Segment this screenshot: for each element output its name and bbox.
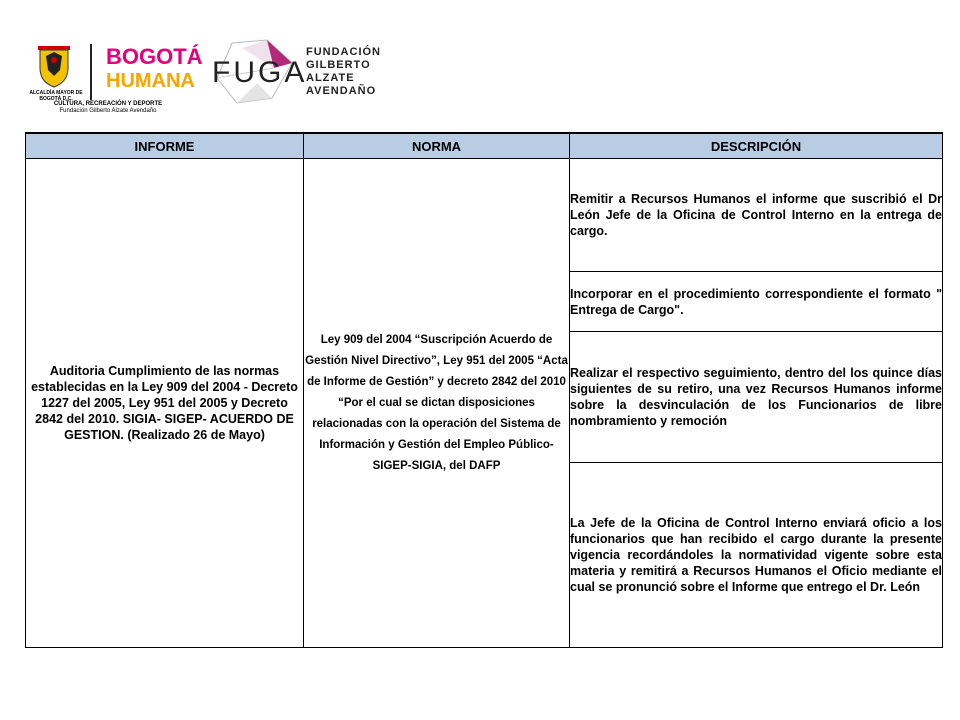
header-norma: NORMA <box>304 133 570 159</box>
humana-word: HUMANA <box>106 70 195 92</box>
fuga-name <box>306 46 381 98</box>
descripcion-cell: Incorporar en el procedimiento correspondiente el formato " Entrega de Cargo". <box>570 272 943 332</box>
bogota-word: BOGOTÁ <box>106 44 203 69</box>
logo-divider <box>90 44 92 100</box>
descripcion-cell: Realizar el respectivo seguimiento, dentro del los quince días siguientes de su retiro, una vez Recursos Humanos informe sobre la desvinculación de los Funcionarios de libre nombramiento y remoción <box>570 332 943 463</box>
fuga-name-line: ALZATE <box>306 72 355 84</box>
bogota-subtitle <box>28 101 188 115</box>
crest-label: ALCALDÍA MAYOR DE BOGOTÁ D.C. <box>29 90 83 102</box>
fuga-name-line: AVENDAÑO <box>306 85 377 97</box>
descripcion-cell: La Jefe de la Oficina de Control Interno enviará oficio a los funcionarios que han recibido el cargo durante la presente vigencia recordándoles la normatividad vigente sobre esta materia y remitirá a Recursos Humanos el Oficio mediante el cual se pronunció sobre el Informe que entrego el Dr. León <box>570 463 943 648</box>
header-informe: INFORME <box>26 133 304 159</box>
fuga-logo <box>212 38 412 110</box>
norma-cell: Ley 909 del 2004 “Suscripción Acuerdo de Gestión Nivel Directivo”, Ley 951 del 2005 “Acta de Informe de Gestión” y decreto 2842 del 2010 “Por el cual se dictan disposiciones relacionadas con la operación del Sistema de Información y Gestión del Empleo Público-SIGEP-SIGIA, del DAFP <box>304 159 570 648</box>
bogota-subtitle-line2: Fundación Gilberto Alzate Avendaño <box>59 108 157 114</box>
table-header-row <box>26 133 943 159</box>
bogota-humana-logo <box>28 40 203 120</box>
header-logos <box>0 0 960 130</box>
descripcion-cell: Remitir a Recursos Humanos el informe que suscribió el Dr León Jefe de la Oficina de Control Interno en la entrega de cargo. <box>570 159 943 272</box>
informe-cell: Auditoria Cumplimiento de las normas establecidas en la Ley 909 del 2004 - Decreto 1227 del 2005, Ley 951 del 2005 y Decreto 2842 del 2010. SIGIA- SIGEP- ACUERDO DE GESTION. (Realizado 26 de Mayo) <box>26 159 304 648</box>
table-row <box>26 159 943 272</box>
fuga-word: FUGA <box>212 56 308 89</box>
header-descripcion: DESCRIPCIÓN <box>570 133 943 159</box>
bogota-crest-icon <box>36 46 72 88</box>
report-table <box>25 132 943 648</box>
fuga-name-line: GILBERTO <box>306 59 371 71</box>
fuga-name-line: FUNDACIÓN <box>306 46 381 58</box>
bogota-subtitle-line1: CULTURA, RECREACIÓN Y DEPORTE <box>53 101 163 107</box>
